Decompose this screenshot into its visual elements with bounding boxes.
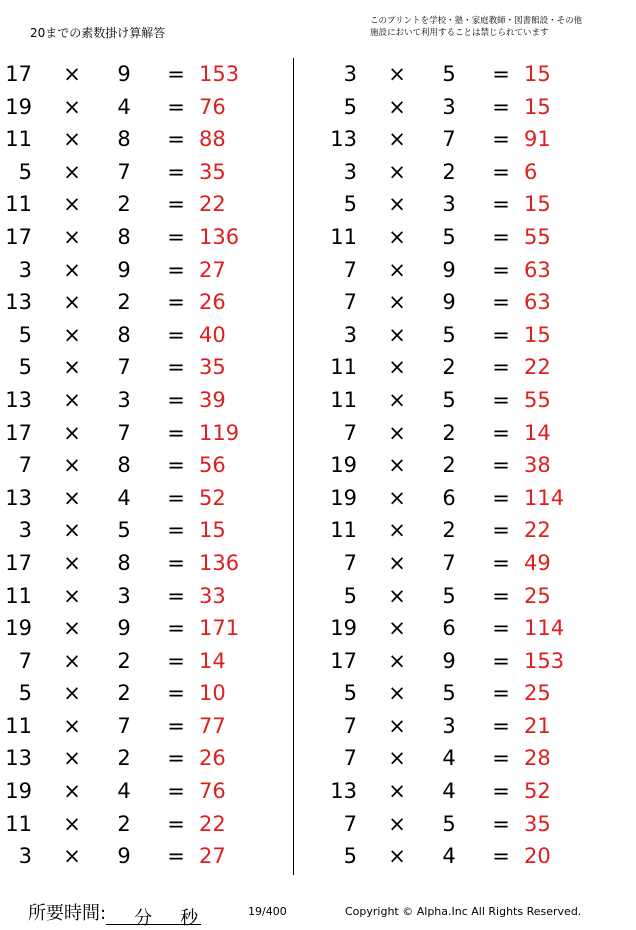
- first-operand: 11: [5, 192, 32, 217]
- first-operand: 19: [5, 779, 32, 804]
- first-operand: 7: [343, 811, 357, 836]
- time-taken-label: 所要時間:: [28, 903, 107, 924]
- answer: 88: [199, 127, 226, 152]
- first-operand: 11: [5, 127, 32, 152]
- column-divider: [293, 58, 294, 875]
- answer: 20: [524, 844, 551, 869]
- equals-sign: =: [167, 681, 185, 706]
- equals-sign: =: [167, 257, 185, 282]
- answer: 22: [524, 518, 551, 543]
- first-operand: 17: [330, 648, 357, 673]
- answer: 27: [199, 844, 226, 869]
- times-sign: ×: [388, 779, 406, 804]
- answer: 77: [199, 713, 226, 738]
- second-operand: 7: [117, 355, 131, 380]
- equals-sign: =: [492, 387, 510, 412]
- answer: 15: [524, 322, 551, 347]
- second-operand: 7: [442, 127, 456, 152]
- times-sign: ×: [388, 550, 406, 575]
- first-operand: 3: [343, 322, 357, 347]
- times-sign: ×: [388, 844, 406, 869]
- second-operand: 8: [117, 127, 131, 152]
- first-operand: 7: [343, 257, 357, 282]
- answer: 25: [524, 681, 551, 706]
- second-operand: 8: [117, 322, 131, 347]
- answer: 14: [199, 648, 226, 673]
- times-sign: ×: [63, 62, 81, 86]
- equals-sign: =: [167, 192, 185, 217]
- second-operand: 4: [442, 844, 456, 869]
- times-sign: ×: [388, 420, 406, 445]
- equals-sign: =: [167, 616, 185, 641]
- answer: 114: [524, 485, 565, 510]
- answer: 26: [199, 746, 226, 771]
- seconds-unit: 秒: [180, 908, 199, 929]
- equals-sign: =: [167, 583, 185, 608]
- usage-notice: [370, 15, 582, 39]
- equals-sign: =: [492, 159, 510, 184]
- times-sign: ×: [388, 518, 406, 543]
- first-operand: 11: [330, 518, 357, 543]
- answer: 136: [199, 550, 240, 575]
- equals-sign: =: [492, 518, 510, 543]
- answer: 35: [199, 159, 226, 184]
- first-operand: 17: [5, 62, 32, 86]
- second-operand: 3: [442, 94, 456, 119]
- first-operand: 7: [343, 550, 357, 575]
- answer: 40: [199, 322, 226, 347]
- equals-sign: =: [492, 290, 510, 315]
- first-operand: 11: [5, 583, 32, 608]
- answer: 15: [524, 62, 551, 86]
- answer: 76: [199, 779, 226, 804]
- answer: 52: [524, 779, 551, 804]
- equals-sign: =: [167, 453, 185, 478]
- first-operand: 13: [5, 387, 32, 412]
- first-operand: 19: [330, 485, 357, 510]
- second-operand: 8: [117, 453, 131, 478]
- worksheet-title: 20までの素数掛け算解答: [30, 26, 166, 40]
- times-sign: ×: [388, 616, 406, 641]
- equals-sign: =: [167, 485, 185, 510]
- equals-sign: =: [492, 62, 510, 86]
- equals-sign: =: [492, 355, 510, 380]
- times-sign: ×: [388, 290, 406, 315]
- equals-sign: =: [492, 844, 510, 869]
- first-operand: 5: [18, 681, 32, 706]
- times-sign: ×: [388, 224, 406, 249]
- equals-sign: =: [492, 713, 510, 738]
- first-operand: 13: [5, 746, 32, 771]
- second-operand: 4: [442, 779, 456, 804]
- times-sign: ×: [63, 387, 81, 412]
- times-sign: ×: [388, 257, 406, 282]
- answer: 26: [199, 290, 226, 315]
- first-operand: 11: [330, 355, 357, 380]
- equals-sign: =: [167, 420, 185, 445]
- answer: 153: [199, 62, 240, 86]
- equals-sign: =: [492, 322, 510, 347]
- first-operand: 3: [343, 159, 357, 184]
- second-operand: 4: [117, 94, 131, 119]
- minutes-unit: 分: [134, 908, 153, 929]
- equals-sign: =: [492, 746, 510, 771]
- times-sign: ×: [63, 648, 81, 673]
- second-operand: 2: [117, 290, 131, 315]
- first-operand: 13: [5, 290, 32, 315]
- times-sign: ×: [63, 290, 81, 315]
- second-operand: 5: [442, 681, 456, 706]
- first-operand: 3: [18, 844, 32, 869]
- equals-sign: =: [167, 518, 185, 543]
- copyright-notice: Copyright © Alpha.Inc All Rights Reserved.: [345, 905, 582, 918]
- second-operand: 7: [442, 550, 456, 575]
- second-operand: 5: [442, 224, 456, 249]
- times-sign: ×: [63, 746, 81, 771]
- equals-sign: =: [492, 192, 510, 217]
- times-sign: ×: [63, 94, 81, 119]
- equals-sign: =: [167, 550, 185, 575]
- times-sign: ×: [63, 713, 81, 738]
- times-sign: ×: [63, 518, 81, 543]
- answer: 136: [199, 224, 240, 249]
- second-operand: 2: [117, 192, 131, 217]
- usage-notice-line2: 施設において利用することは禁じられています: [370, 28, 549, 38]
- equals-sign: =: [167, 355, 185, 380]
- times-sign: ×: [388, 681, 406, 706]
- times-sign: ×: [63, 616, 81, 641]
- first-operand: 5: [343, 844, 357, 869]
- times-sign: ×: [63, 453, 81, 478]
- times-sign: ×: [388, 485, 406, 510]
- first-operand: 7: [343, 290, 357, 315]
- times-sign: ×: [388, 387, 406, 412]
- first-operand: 3: [18, 257, 32, 282]
- first-operand: 7: [18, 453, 32, 478]
- first-operand: 19: [330, 616, 357, 641]
- answer: 21: [524, 713, 551, 738]
- equals-sign: =: [167, 322, 185, 347]
- answer: 15: [199, 518, 226, 543]
- second-operand: 9: [117, 616, 131, 641]
- second-operand: 3: [117, 583, 131, 608]
- first-operand: 11: [5, 811, 32, 836]
- equals-sign: =: [167, 713, 185, 738]
- second-operand: 6: [442, 616, 456, 641]
- equals-sign: =: [492, 648, 510, 673]
- second-operand: 4: [117, 779, 131, 804]
- first-operand: 7: [343, 420, 357, 445]
- second-operand: 2: [442, 159, 456, 184]
- answer: 33: [199, 583, 226, 608]
- answer: 114: [524, 616, 565, 641]
- answer: 27: [199, 257, 226, 282]
- first-operand: 17: [5, 420, 32, 445]
- second-operand: 2: [442, 420, 456, 445]
- first-operand: 5: [18, 355, 32, 380]
- second-operand: 2: [117, 746, 131, 771]
- first-operand: 5: [18, 322, 32, 347]
- time-taken-field: [28, 899, 201, 929]
- first-operand: 5: [343, 192, 357, 217]
- second-operand: 8: [117, 224, 131, 249]
- times-sign: ×: [388, 453, 406, 478]
- times-sign: ×: [388, 583, 406, 608]
- second-operand: 9: [442, 257, 456, 282]
- first-operand: 13: [5, 485, 32, 510]
- answer: 6: [524, 159, 538, 184]
- equals-sign: =: [167, 779, 185, 804]
- first-operand: 17: [5, 224, 32, 249]
- second-operand: 5: [442, 811, 456, 836]
- equals-sign: =: [167, 159, 185, 184]
- second-operand: 5: [442, 583, 456, 608]
- first-operand: 19: [5, 616, 32, 641]
- second-operand: 9: [117, 844, 131, 869]
- equals-sign: =: [167, 127, 185, 152]
- second-operand: 2: [117, 681, 131, 706]
- times-sign: ×: [63, 192, 81, 217]
- second-operand: 5: [442, 62, 456, 86]
- answer: 15: [524, 192, 551, 217]
- second-operand: 7: [117, 420, 131, 445]
- answer: 22: [199, 192, 226, 217]
- answer: 22: [199, 811, 226, 836]
- second-operand: 2: [442, 453, 456, 478]
- second-operand: 2: [442, 518, 456, 543]
- answer: 63: [524, 257, 551, 282]
- first-operand: 5: [343, 583, 357, 608]
- equals-sign: =: [492, 224, 510, 249]
- answer: 28: [524, 746, 551, 771]
- times-sign: ×: [388, 811, 406, 836]
- answer: 14: [524, 420, 551, 445]
- answer: 119: [199, 420, 240, 445]
- answer: 38: [524, 453, 551, 478]
- second-operand: 9: [442, 290, 456, 315]
- times-sign: ×: [63, 159, 81, 184]
- first-operand: 17: [5, 550, 32, 575]
- answer: 63: [524, 290, 551, 315]
- second-operand: 9: [117, 257, 131, 282]
- equals-sign: =: [167, 811, 185, 836]
- times-sign: ×: [63, 811, 81, 836]
- times-sign: ×: [63, 355, 81, 380]
- equals-sign: =: [492, 257, 510, 282]
- equals-sign: =: [492, 453, 510, 478]
- time-blank[interactable]: [106, 904, 201, 929]
- equals-sign: =: [167, 648, 185, 673]
- times-sign: ×: [63, 322, 81, 347]
- equals-sign: =: [492, 420, 510, 445]
- times-sign: ×: [63, 844, 81, 869]
- answer: 91: [524, 127, 551, 152]
- times-sign: ×: [388, 192, 406, 217]
- second-operand: 8: [117, 550, 131, 575]
- first-operand: 19: [330, 453, 357, 478]
- equals-sign: =: [167, 224, 185, 249]
- times-sign: ×: [63, 257, 81, 282]
- answer: 39: [199, 387, 226, 412]
- answer: 49: [524, 550, 551, 575]
- equals-sign: =: [492, 811, 510, 836]
- first-operand: 11: [5, 713, 32, 738]
- equals-sign: =: [492, 94, 510, 119]
- first-operand: 5: [343, 94, 357, 119]
- first-operand: 7: [343, 713, 357, 738]
- answer: 56: [199, 453, 226, 478]
- second-operand: 4: [442, 746, 456, 771]
- page-number: 19/400: [248, 905, 287, 918]
- equals-sign: =: [167, 62, 185, 86]
- first-operand: 3: [18, 518, 32, 543]
- equals-sign: =: [492, 779, 510, 804]
- equals-sign: =: [492, 550, 510, 575]
- times-sign: ×: [388, 648, 406, 673]
- times-sign: ×: [63, 485, 81, 510]
- times-sign: ×: [388, 746, 406, 771]
- times-sign: ×: [63, 224, 81, 249]
- second-operand: 4: [117, 485, 131, 510]
- answer: 153: [524, 648, 565, 673]
- equals-sign: =: [167, 94, 185, 119]
- times-sign: ×: [388, 62, 406, 86]
- answer: 10: [199, 681, 226, 706]
- second-operand: 5: [442, 322, 456, 347]
- answer: 55: [524, 387, 551, 412]
- equals-sign: =: [167, 387, 185, 412]
- times-sign: ×: [388, 94, 406, 119]
- first-operand: 13: [330, 779, 357, 804]
- first-operand: 7: [18, 648, 32, 673]
- second-operand: 3: [117, 387, 131, 412]
- answer: 55: [524, 224, 551, 249]
- second-operand: 2: [117, 648, 131, 673]
- first-operand: 5: [18, 159, 32, 184]
- first-operand: 11: [330, 224, 357, 249]
- equals-sign: =: [492, 616, 510, 641]
- times-sign: ×: [388, 322, 406, 347]
- equals-sign: =: [492, 583, 510, 608]
- first-operand: 5: [343, 681, 357, 706]
- times-sign: ×: [63, 779, 81, 804]
- times-sign: ×: [388, 159, 406, 184]
- equals-sign: =: [492, 485, 510, 510]
- answer: 52: [199, 485, 226, 510]
- times-sign: ×: [63, 127, 81, 152]
- answer: 171: [199, 616, 240, 641]
- times-sign: ×: [388, 355, 406, 380]
- first-operand: 13: [330, 127, 357, 152]
- second-operand: 7: [117, 159, 131, 184]
- equals-sign: =: [167, 746, 185, 771]
- times-sign: ×: [388, 713, 406, 738]
- second-operand: 5: [117, 518, 131, 543]
- first-operand: 19: [5, 94, 32, 119]
- second-operand: 3: [442, 192, 456, 217]
- second-operand: 6: [442, 485, 456, 510]
- answer: 35: [524, 811, 551, 836]
- first-operand: 3: [343, 62, 357, 86]
- equals-sign: =: [492, 681, 510, 706]
- first-operand: 7: [343, 746, 357, 771]
- second-operand: 9: [442, 648, 456, 673]
- second-operand: 7: [117, 713, 131, 738]
- equals-sign: =: [492, 127, 510, 152]
- first-operand: 11: [330, 387, 357, 412]
- answer: 35: [199, 355, 226, 380]
- second-operand: 3: [442, 713, 456, 738]
- times-sign: ×: [63, 420, 81, 445]
- answer: 22: [524, 355, 551, 380]
- second-operand: 2: [442, 355, 456, 380]
- equals-sign: =: [167, 844, 185, 869]
- times-sign: ×: [63, 550, 81, 575]
- second-operand: 9: [117, 62, 131, 86]
- second-operand: 5: [442, 387, 456, 412]
- answer: 76: [199, 94, 226, 119]
- equals-sign: =: [167, 290, 185, 315]
- answer: 25: [524, 583, 551, 608]
- answer: 15: [524, 94, 551, 119]
- times-sign: ×: [388, 127, 406, 152]
- second-operand: 2: [117, 811, 131, 836]
- times-sign: ×: [63, 583, 81, 608]
- times-sign: ×: [63, 681, 81, 706]
- usage-notice-line1: このプリントを学校・塾・家庭教師・図書館設・その他: [370, 16, 583, 26]
